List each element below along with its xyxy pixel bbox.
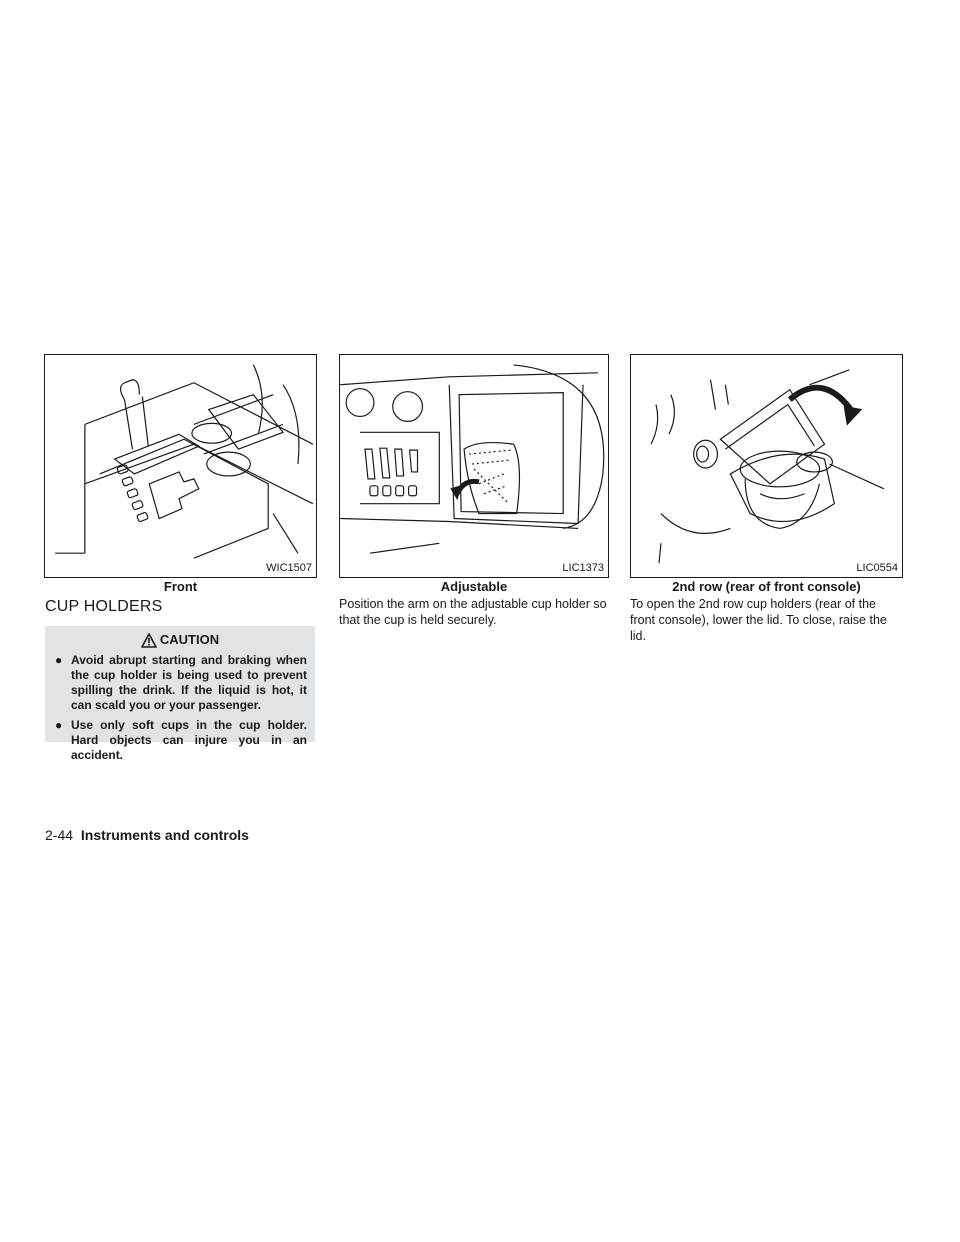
figure-caption-adjustable: Adjustable	[440, 579, 508, 594]
adjustable-paragraph: Position the arm on the adjustable cup holder so that the cup is held securely.	[339, 597, 607, 627]
caution-heading	[53, 632, 307, 648]
bullet-icon: ●	[55, 653, 63, 667]
caution-item	[53, 653, 307, 713]
adjustable-cup-holder-illustration	[340, 355, 608, 577]
caution-item-text: Avoid abrupt starting and braking when the cup holder is being used to prevent spilling the drink. If the liquid is hot, it can scald you or your passenger.	[71, 653, 307, 712]
chapter-title: Instruments and controls	[80, 827, 249, 843]
figure-code: LIC0554	[853, 562, 898, 574]
second-row-paragraph: To open the 2nd row cup holders (rear of the front console), lower the lid. To close, raise the lid.	[630, 597, 887, 643]
figure-caption-second-row: 2nd row (rear of front console)	[672, 579, 861, 594]
section-title: CUP HOLDERS	[45, 598, 163, 615]
caution-box	[45, 626, 315, 762]
page-number: 2-44	[45, 827, 74, 843]
caution-item-text: Use only soft cups in the cup holder. Hard objects can injure you in an accident.	[71, 718, 307, 762]
caution-label: CAUTION	[159, 632, 220, 647]
caution-list	[53, 653, 307, 763]
figure-caption-front: Front	[163, 579, 198, 594]
front-cup-holder-illustration	[45, 355, 316, 577]
caution-item	[53, 718, 307, 763]
second-row-cup-holder-illustration	[631, 355, 902, 577]
figure-code: WIC1507	[263, 562, 312, 574]
figure-code: LIC1373	[559, 562, 604, 574]
figure-second-row	[630, 354, 903, 578]
page-footer	[45, 826, 249, 844]
figure-adjustable	[339, 354, 609, 578]
figure-front	[44, 354, 317, 578]
bullet-icon: ●	[55, 718, 63, 732]
warning-triangle-icon	[141, 633, 157, 648]
